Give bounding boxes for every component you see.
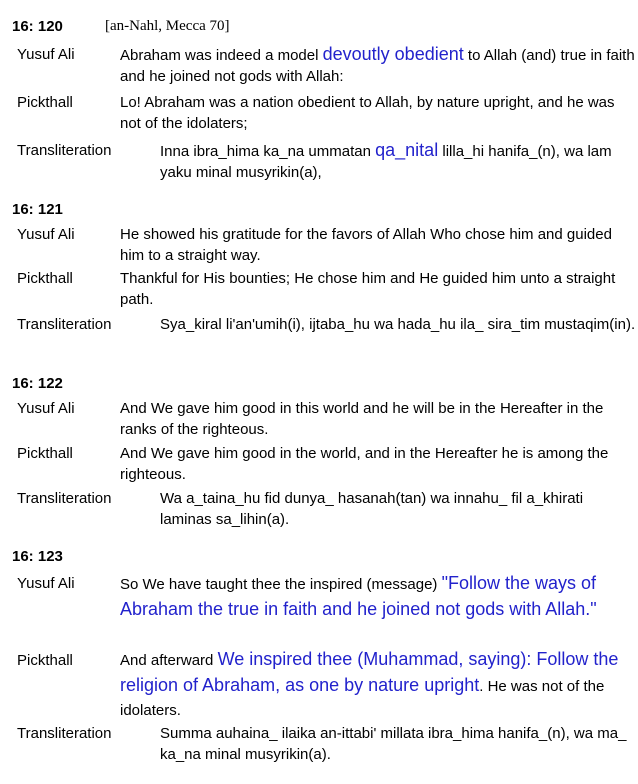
label-transliteration: Transliteration bbox=[17, 316, 112, 333]
transliteration-text-123: Summa auhaina_ ilaika an-ittabi' millata ibra_hima hanifa_(n), wa ma_ ka_na minal musyrikin(a). bbox=[160, 725, 627, 763]
surah-reference: [an-Nahl, Mecca 70] bbox=[105, 18, 230, 34]
transliteration-text-121: Sya_kiral li'an'umih(i), ijtaba_hu wa hada_hu ila_ sira_tim mustaqim(in). bbox=[160, 316, 636, 333]
yusuf-ali-text-121: He showed his gratitude for the favors of Allah Who chose him and guided him to a straight way. bbox=[120, 226, 612, 264]
label-pickthall: Pickthall bbox=[17, 445, 73, 462]
pickthall-text-122: And We gave him good in the world, and in the Hereafter he is among the righteous. bbox=[120, 445, 609, 483]
highlight-text: "Follow the ways of Abraham the true in faith and he joined not gods with Allah." bbox=[120, 573, 597, 619]
highlight-text: devoutly obedient bbox=[322, 44, 464, 64]
pickthall-text-120: Lo! Abraham was a nation obedient to Allah, by nature upright, and he was not of the idolaters; bbox=[120, 94, 615, 132]
highlight-text: We inspired thee (Muhammad, saying): Follow the religion of Abraham, as one by nature upright bbox=[120, 649, 619, 695]
pickthall-text-121: Thankful for His bounties; He chose him and He guided him unto a straight path. bbox=[120, 270, 616, 308]
verse-ref-120: 16: 120 bbox=[12, 18, 63, 35]
text-part: Abraham was indeed a model bbox=[120, 47, 323, 64]
text-part: to Allah (and) true in faith and he joined not gods with Allah: bbox=[120, 47, 635, 85]
highlight-text: qa_nital bbox=[375, 140, 439, 160]
label-pickthall: Pickthall bbox=[17, 270, 73, 287]
verse-ref-122: 16: 122 bbox=[12, 375, 63, 392]
label-transliteration: Transliteration bbox=[17, 490, 112, 507]
label-pickthall: Pickthall bbox=[17, 94, 73, 111]
yusuf-ali-text-120 bbox=[120, 44, 636, 87]
text-part: lilla_hi hanifa_(n), wa lam yaku minal musyrikin(a), bbox=[160, 143, 612, 181]
transliteration-text-120 bbox=[160, 140, 636, 183]
yusuf-ali-text-123 bbox=[120, 571, 636, 623]
text-part: . He was not of the idolaters. bbox=[120, 678, 605, 719]
transliteration-text-122: Wa a_taina_hu fid dunya_ hasanah(tan) wa innahu_ fil a_khirati laminas sa_lihin(a). bbox=[160, 490, 584, 528]
text-part: And afterward bbox=[120, 652, 218, 669]
verse-ref-123: 16: 123 bbox=[12, 548, 63, 565]
label-transliteration: Transliteration bbox=[17, 142, 112, 159]
label-yusuf-ali: Yusuf Ali bbox=[17, 400, 75, 417]
text-part: Inna ibra_hima ka_na ummatan bbox=[160, 143, 376, 160]
label-transliteration: Transliteration bbox=[17, 725, 112, 742]
label-yusuf-ali: Yusuf Ali bbox=[17, 46, 75, 63]
yusuf-ali-text-122: And We gave him good in this world and he will be in the Hereafter in the ranks of the righteous. bbox=[120, 400, 604, 438]
label-pickthall: Pickthall bbox=[17, 652, 73, 669]
verse-ref-121: 16: 121 bbox=[12, 201, 63, 218]
label-yusuf-ali: Yusuf Ali bbox=[17, 575, 75, 592]
pickthall-text-123 bbox=[120, 647, 636, 723]
label-yusuf-ali: Yusuf Ali bbox=[17, 226, 75, 243]
text-part: So We have taught thee the inspired (message) bbox=[120, 576, 442, 593]
